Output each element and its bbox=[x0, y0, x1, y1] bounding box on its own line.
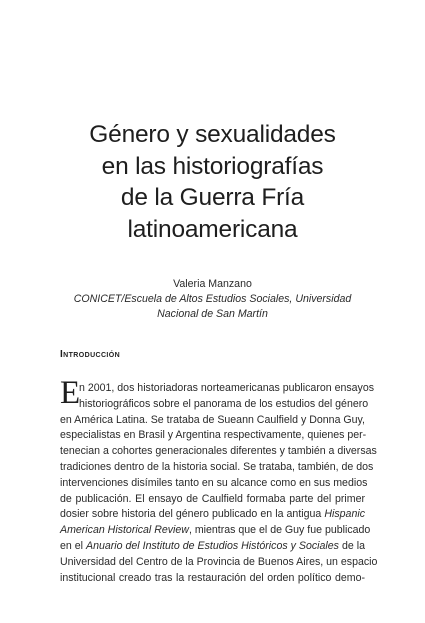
author-affiliation: Nacional de San Martín bbox=[157, 308, 268, 320]
title-line: latinoamericana bbox=[127, 215, 298, 243]
drop-cap: E bbox=[60, 375, 81, 411]
author-affiliation: CONICET/Escuela de Altos Estudios Sociales, Universidad bbox=[73, 293, 352, 305]
author-block bbox=[0, 277, 425, 322]
body-line: historiográficos sobre el panorama de los estudios del género bbox=[79, 397, 369, 410]
chapter-title bbox=[0, 119, 425, 245]
author-name: Valeria Manzano bbox=[173, 278, 252, 290]
body-line: de publicación. El ensayo de Caulfield formaba parte del primer bbox=[60, 492, 365, 505]
body-line: American Historical Review, mientras que el de Guy fue publicado bbox=[60, 524, 371, 537]
body-line: dosier sobre historia del género publicado en la antigua Hispanic bbox=[60, 508, 365, 521]
title-line: de la Guerra Fría bbox=[120, 184, 305, 212]
section-heading: Introducción bbox=[60, 349, 121, 360]
title-line: en las historiografías bbox=[101, 152, 324, 180]
body-line: n 2001, dos historiadoras norteamericanas publicaron ensayos bbox=[79, 382, 375, 394]
body-paragraph bbox=[60, 375, 378, 586]
title-line: Género y sexualidades bbox=[89, 121, 336, 149]
body-line: Universidad del Centro de la Provincia de Buenos Aires, un espacio bbox=[60, 555, 378, 568]
body-line: tenecian a cohortes generacionales diferentes y también a diversas bbox=[60, 445, 377, 458]
body-line: en América Latina. Se trataba de Sueann Caulfield y Donna Guy, bbox=[60, 413, 365, 426]
body-line: intervenciones disímiles tanto en su alcance como en sus medios bbox=[60, 476, 368, 489]
body-line: tradiciones dentro de la historia social. Se trataba, también, de dos bbox=[60, 460, 374, 473]
body-line: especialistas en Brasil y Argentina respectivamente, quienes per- bbox=[60, 429, 367, 442]
body-line: institucional creado tras la restauración del orden político demo- bbox=[60, 571, 365, 584]
body-line: en el Anuario del Instituto de Estudios Históricos y Sociales de la bbox=[60, 539, 365, 552]
